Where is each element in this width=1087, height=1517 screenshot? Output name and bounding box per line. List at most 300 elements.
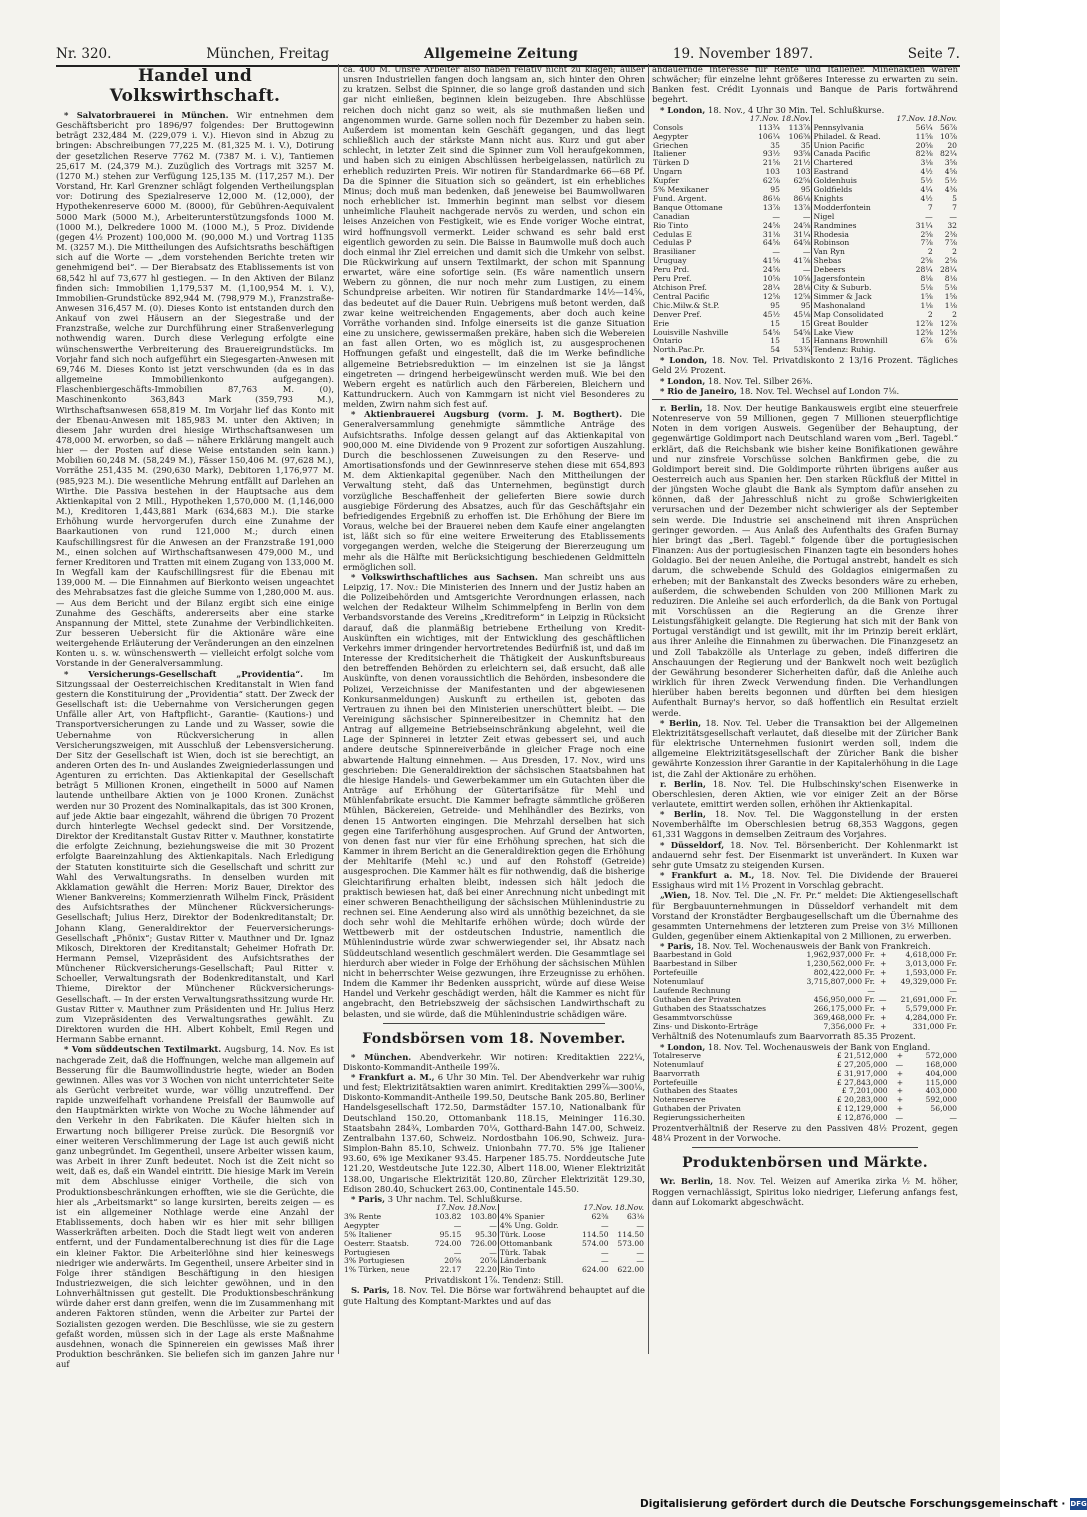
report-body: 18. Nov. Tel. Wochenausweis der Bank von England.: [707, 1041, 931, 1052]
report-body: 18. Nov. Tel. Ueber die Transaktion bei der Allgemeinen Elektrizitätsgesellschaft verlautet, daß dieselbe mit der Züricher Bank für elektrische Unternehmen fusionirt werden soll, indem die allgemeine Elektrizitätsgesellschaft der Züricher Bank die bisher gewährte Konzession ihrer Garantie in der Kapitalerhöhung in die Lage ist, die Zahl der Aktionäre zu erhöhen.: [652, 717, 958, 779]
london-quote-cell: —: [781, 248, 812, 257]
bank-france-cell: +: [880, 1012, 887, 1022]
paris-quote-cell: 4% Spanier: [499, 1211, 545, 1221]
bank-france-cell: Baarbestand in Silber: [653, 959, 738, 969]
bank-france-cell: Notenumlauf: [653, 977, 704, 987]
table-row: [343, 1266, 645, 1275]
london-quote-cell: 12⅞: [939, 318, 957, 328]
london-quote-cell: 41⅝: [762, 256, 780, 266]
bank-england-cell: £ 31,917,000: [836, 1068, 888, 1078]
bank-france-cell: 266,175,000 Fr.: [813, 1003, 875, 1013]
london-quote-cell: Türken D: [653, 158, 690, 168]
london-quote-cell: 2⅜: [944, 229, 957, 239]
london-quote-cell: Randmines: [813, 220, 857, 230]
section-title-fondsboersen: Fondsbörsen vom 18. November.: [362, 1030, 626, 1047]
london-quote-cell: —: [949, 211, 957, 221]
bank-france-cell: 3,013,000 Fr.: [905, 959, 957, 969]
paris-quote-cell: Ottomanbank: [499, 1238, 553, 1248]
bank-france-cell: +: [880, 959, 887, 969]
report-heading: * London,: [660, 375, 706, 386]
bank-france-cell: +: [880, 1021, 887, 1031]
report-heading: * Düsseldorf,: [660, 839, 725, 850]
london-quote-cell: 7⅞: [944, 238, 957, 248]
report-heading: * Paris,: [660, 941, 695, 952]
london-quote-cell: Map Consolidated: [813, 309, 884, 319]
article-heading: * Volkswirthschaftliches aus Sachsen.: [351, 571, 538, 582]
report-berlin-aeg: [652, 718, 958, 779]
paris-quote-cell: —: [600, 1220, 609, 1230]
bank-france-cell: +: [880, 1003, 887, 1013]
report-body: 18. Nov. Der heutige Bankausweis ergibt eine steuerfreie Notenreserve von 59 Millionen, gegen 7 Millionen steuerpflichtige Noten in dem vorigen Ausweis. Gegenüber der Behauptung, der gegenwärtige Goldimport nach Deutschland waren vom „Berl. Tagebl.“ erklärt, daß die Reichsbank wie bisher keine Bonifikationen gewähre und nur zinsfreie Vorschüsse solchen Bankfirmen gebe, die zu Goldimport bereit sind. Die Goldimporte rührten übrigens außer aus Oesterreich auch aus Spanien her. Den starken Rückfluß der Mittel in der jüngsten Woche glaubt die Bank als Symptom dafür ansehen zu können, daß der Jahresschluß nicht zu große Schwierigkeiten verursachen und der Dezember nicht schwieriger als der September sein werde. Die Industrie sei anscheinend mit ihren Ansprüchen geringer geworden. — Aus Anlaß des Aufenthalts des Grafen Burnay hier bringt das „Berl. Tagebl.“ folgende über die portugiesischen Finanzen: Aus der portugiesischen Finanzen tagte ein besonders hohes Goldagio. Bei der neuen Anleihe, die Portugal anstrebt, handelt es sich darum, die schwebende Schuld des Goldagios einigermaßen zu erheben; mit der Bankanstalt des Zwecks besonders wäre zu erheben, außerdem, die schwebenden Schulden von 200 Millionen Mark zu reduziren. Die Anleihe sei auch erforderlich, da die Bank von Portugal mit Vorschüssen an die Regierung an die Grenze ihrer Leistungsfähigkeit gelangte. Die Regierung hat sich mit der Bank von Portugal verständigt und ist gewillt, mit ihr im Prinzip bereit erklärt, aus ihrer Anleihe die Einnahmen zu überwachen. Die Finanzgesetz an und Zoll Tabakzölle als Unterlage zu geben, indeß differiren die Anschauungen der Regierung und der Bankwelt noch weit bezüglich der Gewährung besonderer Sicherheiten dafür, daß die Anleihe auch wirklich für ihren Zweck Verwendung finden. Die Verhandlungen hierüber haben bereits begonnen und dürften bei dem hiesigen Aufenthalt Burnay's hervor, so daß hoffentlich ein Resultat erzielt werde.: [652, 402, 958, 718]
paris-quote-cell: —: [636, 1247, 644, 1257]
london-quote-cell: —: [772, 247, 780, 257]
report-body: 18. Nov. Tel. Börsenbericht. Der Kohlenmarkt ist andauernd sehr fest. Der Eisenmarkt ist unverändert. In Kuxen war sehr gute Umsatz zu steigenden Kursen.: [652, 839, 958, 870]
london-quote-cell: Cedulas P: [653, 238, 692, 248]
bank-france-cell: 1,962,937,000 Fr.: [806, 950, 875, 960]
bank-france-cell: Laufende Rechnung: [653, 985, 731, 995]
report-rio: [652, 386, 958, 396]
london-quote-cell: 7: [952, 202, 957, 212]
london-quote-cell: 8⅛: [920, 274, 933, 284]
london-quote-cell: Uruguay: [653, 256, 687, 266]
bank-england-cell: +: [896, 1104, 904, 1114]
bank-england-cell: —: [895, 1059, 904, 1069]
bank-france-cell: +: [880, 950, 887, 960]
london-quote-cell: Goldfields: [813, 185, 853, 195]
issue-number: Nr. 320.: [56, 46, 112, 62]
report-frankfurt-2: [652, 870, 958, 890]
london-quote-cell: Griechen: [653, 140, 689, 150]
article-body: Augsburg, 14. Nov. Es ist nachgerade Zeit, daß die Hoffnungen, welche man allgemein auf Besserung für die Baumwollindustrie hegte, wieder an Boden gewinnen. Alles was vor 3 Wochen von nicht unterrichteter Seite als Gerücht verbreitet wurde, war völlig unzutreffend. Der rapide unzweifelhaft vorhandene Preisfall der Baumwolle auf den Hauptmärkten wirkte von Woche zu Woche lähmender auf den Verkehr in den Fabrikaten. Die Käufer hielten sich in Erwartung noch billigerer Preise zurück. Die Besorgniß vor einer weiteren Verschlimmerung der Lage ist auch gewiß nicht ganz unbegründet. Im Gegentheil, unsere Arbeiter wissen kaum, was Arbeit in ihrer Zunft bedeutet. Noch ist die Zeit nicht so weit, daß es, daß ein Wandel eintritt. Die hiesige Mark im Verein mit dem Abschlusse einiger Vortheile, die sich von Produktionsbeschränkungen erhofften, wie sie die Gerüchte, die hier als „Arbeitsmarkt“ so lange kursirten, bereits zeigen — es ist ein allgemeiner Nothlage werde eine Anzahl der Etablissements, doch haben wir es hier mit sehr billigen Wasserkräften arbeiten. Doch die Stadt liegt weit von anderen entfernt, und der Fundamentalberechnung ist dies für die Lage ein kleiner Faktor. Die Arbeiterlöhne sind hier keineswegs niedriger wie anderwärts. Im Gegentheil, unsere Arbeiter sind in Folge ihrer ständigen Beschäftigung in den hiesigen Industriezweigen, die sich leichter gewöhnen, und in den Lohnverhältnissen gut gestellt. Die Produktionsbeschränkung würde daher erst dann greifen, wenn die im Zusammenhang mit anderen Faktoren stünden, wenn die Arbeiter zur Partei der Sozialisten gezogen werden. Die Beschlüsse, wie sie zu gestern gefaßt worden, müssen sich in der Lage als erste Maßnahme ausdehnen, wonach die Spinnereien ein gewisses Maß ihrer Produktion beschränken. Sie beliefen sich im ganzen Jahre nur auf: [56, 1044, 334, 1370]
divider: [652, 399, 958, 400]
bank-england-cell: Guthaben der Privaten: [653, 1104, 741, 1114]
bank-england-cell: —: [895, 1113, 904, 1123]
article-body: Im Sitzungssaal der Oesterreichischen Kreditanstalt in Wien fand gestern die Konstituirung der „Providentia“ statt. Der Zweck der Gesellschaft ist: die Uebernahme von Versicherungen gegen Unfälle aller Art, von Haftpflicht-, Garantie- (Kautions-) und Transportversicherungen zu Lande und zu Wasser, sowie die Uebernahme von Rückversicherung in allen Versicherungszweigen, mit Ausschluß der Lebensversicherung. Der Sitz der Gesellschaft ist Wien, doch ist sie berechtigt, an anderen Orten des In- und Auslandes Zweigniederlassungen und Agenturen zu errichten. Das Aktienkapital der Gesellschaft beträgt 5 Millionen Kronen, eingetheilt in 5000 auf Namen lautende untheilbare Aktien von je 1000 Kronen. Zunächst werden nur 30 Prozent des Nominalkapitals, das ist 300 Kronen, auf jede Aktie baar eingezahlt, während die übrigen 70 Prozent durch hinterlegte Wechsel gedeckt sind. Der Vorsitzende, Direktor der Kreditanstalt Gustav Ritter v. Mauthner, konstatirte die erfolgte Zeichnung, beziehungsweise die mit 30 Prozent erfolgte Baareinzahlung des Aktienkapitals. Nach Erledigung der Statuten konstituirte sich die Gesellschaft und schritt zur Wahl des Verwaltungsraths. In denselben wurden mit Akklamation gewählt die Herren: Moriz Bauer, Direktor des Wiener Bankvereins; Kommerzienrath Wilhelm Finck, Präsident des Aufsichtsrathes der Münchener Rückversicherungs-Gesellschaft; Julius Herz, Direktor der Bodenkreditanstalt; Dr. Johann Klang, Generaldirektor der Feuerversicherungs-Gesellschaft „Phönix“; Gustav Ritter v. Mauthner und Dr. Ignaz Mikosch, Direktoren der Kreditanstalt; Geheimer Hofrath Dr. Hermann Pemsel, Vizepräsident des Aufsichtsrathes der Münchener Rückversicherungs-Gesellschaft; Paul Ritter v. Schoeller, Verwaltungsrath der Bodenkreditanstalt, und Karl Thieme, Direktor der Münchener Rückversicherungs-Gesellschaft. — In der ersten Verwaltungsrathssitzung wurde Hr. Gustav Ritter v. Mauthner zum Präsidenten und Hr. Julius Herz zum Vizepräsidenten des Verwaltungsrathes gewählt. Zu Direktoren wurden die HH. Albert Kohbelt, Emil Regen und Hermann Sabbe ernannt.: [56, 668, 334, 1045]
london-quote-cell: 54⅝: [762, 327, 780, 337]
paris-quote-cell: 103.80: [462, 1213, 498, 1222]
bank-france-cell: Gesammtvorschüsse: [653, 1012, 733, 1022]
dfg-logo-icon: DFG: [1070, 1500, 1087, 1508]
bank-france-cell: 4,618,000 Fr.: [905, 950, 957, 960]
london-quote-cell: Kupfer: [653, 176, 680, 186]
london-quote-cell: —: [772, 211, 780, 221]
paris-quote-cell: —: [453, 1220, 462, 1230]
divider: [692, 1147, 918, 1148]
bank-england-cell: +: [896, 1095, 904, 1105]
report-berlin-bank: [652, 403, 958, 718]
bank-france-cell: Baarbestand in Gold: [653, 950, 732, 960]
paris-quotes-table: [343, 1204, 645, 1275]
report-berlin-waggon: [652, 809, 958, 839]
london-quote-cell: 1⅝: [920, 291, 933, 301]
article-providentia: [56, 669, 334, 1045]
report-heading: * Berlin,: [660, 717, 702, 728]
london-quote-cell: 7: [927, 202, 933, 212]
bank-france-cell: 7,356,000 Fr.: [823, 1021, 875, 1031]
london-quote-cell: Modderfontein: [813, 202, 871, 212]
london-quote-cell: Union Pacific: [813, 140, 865, 150]
london-quote-cell: 45½: [762, 309, 780, 319]
london-quote-cell: 113⅞: [781, 124, 812, 133]
london-quote-cell: 7⅞: [920, 238, 933, 248]
london-quote-cell: 45⅛: [781, 311, 812, 320]
london-quote-cell: 6⅞: [944, 336, 957, 346]
paris-quote-cell: 20⅝: [444, 1256, 462, 1266]
report-heading: * Rio de Janeiro,: [660, 385, 737, 396]
paris-quote-cell: 22.20: [462, 1266, 498, 1275]
london-quote-cell: 56¼: [915, 122, 933, 132]
paris-quote-cell: 3% Rente: [344, 1211, 382, 1221]
london-quote-cell: 2: [952, 309, 957, 319]
london-quote-cell: Brasilianer: [653, 247, 696, 257]
paris-quote-cell: 95.30: [462, 1231, 498, 1240]
london-quote-cell: Shebas: [813, 256, 842, 266]
london-quote-cell: Van Ryn: [813, 247, 845, 257]
london-quote-cell: 1⅛: [920, 300, 933, 310]
paris-quote-cell: —: [636, 1256, 644, 1266]
report-body: 18. Nov. Tel. Die „N. Fr. Pr.“ meldet: Die Aktiengesellschaft für Bergbauunternehmungen in Düsseldorf verhandelt mit dem Vorstand der Kronstädter Bergbaugesellschaft um die Übernahme des gesammten Unternehmens der letzteren zum Preise von 3½ Millionen Gulden, gegenüber einem Aktienkapital von 2 Millionen, zu erwerben.: [652, 890, 958, 941]
london-quote-cell: 21⅝: [762, 158, 780, 168]
report-heading: * London,: [660, 104, 706, 115]
paris-footer: Privatdiskont 1⅞. Tendenz: Still.: [424, 1275, 564, 1286]
report-berlin-eisen: [652, 779, 958, 809]
london-quote-cell: 95: [770, 185, 780, 195]
london-quote-cell: Lake View: [813, 327, 854, 337]
london-quote-cell: 103: [781, 168, 812, 177]
london-quote-cell: Rio Tinto: [653, 220, 689, 230]
bank-france-cell: 21,691,000 Fr.: [900, 994, 957, 1004]
article-body: Die Generalversammlung genehmigte sämmtliche Anträge des Aufsichtsraths. Infolge dessen gelangt auf das Aktienkapital von 900,000 M. eine Dividende von 9 Prozent zur sofortigen Auszahlung. Durch die beschlossenen Zuweisungen zu den Reserve- und Amortisationsfonds und der Gewinnreserve stehen diese mit 654,893 M. dem Aktienkapital gegenüber. Nach den Mittheilungen der Verwaltung steht, daß das Unternehmen, begünstigt durch vorzügliche Beschaffenheit der gelieferten Biere sowie durch ausgiebige Förderung des Absatzes, auch für das Geschäftsjahr ein befriedigendes Ergebniß zu erhoffen ist. Die Erhöhung der Biere im Voraus, welche bei der Brauerei neben dem Kaufe einer angelangten ist, läßt sich so für eine weitere Erweiterung des Etablissements vorgegangen werden, welche die Steigerung der Biererzeugung um mehr als die Hälfte mit Berücksichtigung beschiedenen Geldmitteln ermöglichen soll.: [343, 409, 645, 572]
london-quote-cell: Great Boulder: [813, 318, 869, 328]
london-quote-cell: Robinson: [813, 238, 850, 248]
bank-england-cell: Baarvorrath: [653, 1068, 700, 1078]
bank-england-table: [652, 1052, 958, 1123]
bank-france-cell: —: [949, 985, 957, 995]
page-number: Seite 7.: [907, 46, 960, 62]
paris-quote-cell: 574.00: [581, 1238, 609, 1248]
london-quote-cell: 54⅝: [781, 329, 812, 338]
bank-england-cell: £ 7,201,000: [841, 1086, 888, 1096]
report-heading: Wr. Berlin,: [660, 1176, 714, 1187]
london-quote-cell: 4¼: [920, 185, 933, 195]
report-body: 18. Nov., 4 Uhr 30 Min. Tel. Schlußkurse.: [707, 104, 885, 115]
london-quote-cell: Ontario: [653, 336, 683, 346]
paris-quote-cell: —: [462, 1249, 498, 1258]
london-quote-cell: 1⅛: [944, 300, 957, 310]
london-quote-cell: Jagersfontein: [813, 274, 866, 284]
article-aktienbrauerei: [343, 409, 645, 572]
paris-quote-cell: Aegypter: [344, 1220, 380, 1230]
bank-england-cell: £ 27,205,000: [836, 1059, 888, 1069]
london-quote-cell: Simmer & Jack: [813, 291, 872, 301]
report-body: 18. Nov. Tel. Privatdiskonto 2 13/16 Prozent. Tägliches Geld 2½ Prozent.: [652, 355, 958, 376]
london-quote-cell: 28¼: [915, 265, 933, 275]
section-title: Handel und Volkswirthschaft.: [109, 66, 281, 106]
report-body: Abendverkehr. Wir notiren: Kreditaktien 222¼, Diskonto-Kommandit-Antheile 199⅞.: [343, 1051, 645, 1072]
paris-quote-cell: 63⅛: [626, 1211, 644, 1221]
report-body: 18. Nov. Tel. Die Dividende der Brauerei Essighaus wird mit 1½ Prozent in Vorschlag gebracht.: [652, 870, 958, 891]
london-quote-cell: 64⅝: [781, 239, 812, 248]
credit-text: Digitalisierung gefördert durch die Deutsche Forschungsgemeinschaft ·: [640, 1498, 1066, 1510]
bank-france-cell: Zins- und Diskonto-Erträge: [653, 1021, 758, 1031]
article-body: Man schreibt uns aus Leipzig, 17. Nov.: Die Ministerien des Innern und der Justiz haben an die Polizeibehörden und Amtsgerichte Verordnungen erlassen, nach welchen der Redakteur Wilhelm Schimmelpfeng in Berlin von dem Verbandsvorstande des Vereins „Kreditreform“ in Leipzig in Rücksicht darauf, daß die planmäßig betriebene Ertheilung von Kredit-Auskünften ein wichtiges, mit der Entwicklung des geschäftlichen Verkehrs immer dringender hervortretendes Bedürfniß ist, und daß im Interesse der Kreditsicherheit die Thätigkeit der Auskunftsbureaus den betreffenden Behörden zu erleichtern sei, daß ersucht, daß alle Auskünfte, von denen voraussichtlich die Behörden, insbesondere die Polizei, Verzeichnisse der Manifestanten und der abgewiesenen Konkursanmeldungen) Auskunft zu ertheilen ist, geboten das Vertrauen zu ihnen bei den Ministerien unerschüttert bleibt. — Die Vereinigung sächsischer Spinnereibesitzer in Chemnitz hat den Antrag auf allgemeine Betriebseinschränkung abgelehnt, weil die Lage der Spinnerei in letzter Zeit etwas gebessert sei, und auch andere deutsche Spinnereiverbände in gleicher Frage noch eine abwartende Haltung einnehmen. — Aus Dresden, 17. Nov., wird uns geschrieben: Die Generaldirektion der sächsischen Staatsbahnen hat die hiesige Handels- und Gewerbekammer um ein Gutachten über die Anträge auf Erhöhung der Gütertarifsätze für Mehl und Mühlenfabrikate ersucht. Die Kammer befragte sämmtliche größeren Mühlen, Bäckereien, Getreide- und Mehlhändler des Bezirks, von denen 15 Antworten eingingen. Die Mehrzahl derselben hat sich gegen eine Tariferhöhung ausgesprochen. Auf Grund der Antworten, von denen fast nur vier für eine Erhöhung sprechen, hat sich die Kammer in ihrem Bericht an die Generaldirektion gegen die Erhöhung der Mehltarife (Mehl ꝛc.) und auf den Rohstoff (Getreide) ausgesprochen. Die Kammer hält es für nothwendig, daß die bisherige Gleichtarifirung erhalten bleibt, indessen sich hält jedoch die praktisch bewiesen hat, daß bei einer Anrechnung nicht unbedingt mit einer schweren Benachtheiligung der sächsischen Mühlenindustrie zu rechnen sei. Eine Aenderung also wird als unnöthig bezeichnet, da sie doch sehr wohl die Mehltarife erhöhen würde; doch würde der Wettbewerb mit der ostdeutschen Industrie, namentlich die Mühlenindustrie würde zwar schwerwiegender sei, ihr Absatz nach Süddeutschland wesentlich geschmälert werden. Die Gesammtlage sei hierdurch aber wieder in Folge der Erhöhung der sächsischen Mühlen nicht in beherrschter Weise gezwungen, ihre Erzeugnisse zu erhöhen. Indem die Kammer ihr Bedenken ausspricht, würde auf diese Weise Handel und Verkehr geschädigt werden, hält die Kammer es nicht für angebracht, den Betriebszweig der sächsischen Landwirthschaft zu belasten, und sie würde, daß die Mühlenindustrie schädigen wäre.: [343, 571, 646, 1019]
bank-france-cell: Guthaben des Staatsschatzes: [653, 1003, 767, 1013]
report-heading: * Frankfurt a. M.,: [660, 870, 755, 881]
column-rule: [648, 64, 649, 1354]
bank-england-cell: 592,000: [925, 1095, 957, 1105]
london-quote-cell: 21½: [781, 159, 812, 168]
bank-england-cell: £ 12,876,000: [836, 1113, 888, 1123]
bank-england-cell: £ 27,843,000: [836, 1077, 888, 1087]
london-quote-cell: Aegypter: [653, 131, 689, 141]
bank-france-cell: +: [880, 968, 887, 978]
digitization-credit: [640, 1496, 1087, 1512]
london-quote-cell: 86⅛: [762, 193, 780, 203]
article-heading: * Salvatorbrauerei in München.: [64, 110, 229, 120]
london-quote-cell: —: [925, 211, 933, 221]
london-quote-cell: 35: [770, 140, 780, 150]
article-body: Wir entnehmen dem Geschäftsbericht pro 1896/97 folgendes: Der Bruttogewinn beträgt 232,484 M. (229,079 i. V.). Hievon sind in Abzug zu bringen: Abschreibungen 77,225 M. (81,325 M. i. V.), Dotirung der gesetzlichen Reserve 7762 M. (7387 M. i. V.), Tantiemen 25,617 M. (24,379 M.). Zuzüglich des Vortrags mit 3257 M. (1270 M.) stehen zur Verfügung 125,135 M. (117,257 M.). Der Vorstand, Hr. Karl Grenzner schlägt folgenden Vertheilungsplan vor: Dotirung des Spezialreserve 12,000 M. (12,000), der Hypothekenreserve 6000 M. (8000), für Gebühren-Aequivalent 5000 Mark (5000 M.), Arbeiterunterstützungsfonds 1000 M. (1000 M.), Delkredere 1000 M. (1000 M.), 5 Proz. Dividende (gegen 4½ Prozent) 100,000 M. (90,000 M.) und Vortrag 1135 M. (3257 M.). Die Mittheilungen des Aufsichtsraths beschäftigen sich auf die Worte — „dem vorstehenden Berichte treten wir genehmigend bei“. — Der Bierabsatz des Etablissements ist von 68,542 hl auf 73,677 hl gestiegen. — In den Aktiven der Bilanz finden sich: Immobilien 1,179,537 M. (1,100,954 M. i. V.), Immobilien-Grundstücke 892,944 M. (798,979 M.), Franzstraße-Anwesen 316,457 M. (0). Dieses Konto ist entstanden durch den Ankauf von zwei Häusern an der Siegestraße und der Franzstraße, welche zur Durchführung einer Straßenverlegung nothwendig waren. Durch diese Verlegung erfolgte eine wünschenswerthe Verbreiterung des Brauereigrundstücks. Im Vorjahr fand sich noch aufgeführt ein Siegesgarten-Anwesen mit 69,746 M. Dieses Konto ist jetzt verschwunden (da es in das allgemeine Immobilienkonto aufgegangen). Flaschenbiergeschäfts-Immobilien 87,763 M. (0), Maschinenkonto 363,843 Mark (359,793 M.), Wirthschaftsanwesen 658,819 M. Im Vorjahr lief das Konto mit der Ebenau-Anwesen mit 185,983 M. unter den Aktiven; in diesem Jahr wurden drei hiesige Wirthschaftsanwesen um 478,000 M. erworben, so daß — nähere Erklärung mangelt auch hier — der Posten auf diese Weise entstanden sein kann.) Mobilien 60,248 M. (58,249 M.), Fässer 150,406 M. (97,628 M.), Vorräthe 251,435 M. (290,630 Mark), Debitoren 1,176,977 M. (985,923 M.). Die wesentliche Mehrung entfällt auf Darlehen an Wirthe. Die Passiva bestehen in der Hauptsache aus dem Aktienkapital von 2 Mill., Hypotheken 1,570,000 M. (1,146,000 M.), Kreditoren 1,443,881 Mark (634,683 M.). Die starke Erhöhung wurde hervorgerufen durch eine Zunahme der Baarkautionen von rund 121,000 M.; durch einen Kaufschillingsrest für die Anwesen an der Franzstraße 191,000 M., einen solchen auf Wirthschaftsanwesen 479,000 M., und ferner Kreditoren und Tratten mit einem Zugang von 133,000 M. In Wegfall kam der Kaufschillingsrest für die Ebenau mit 139,000 M. — Die Einnahmen auf Bierkonto weisen ungeachtet des Mehrabsatzes fast die gleiche Summe von 1,280,000 M. aus. — Aus dem Bericht und der Bilanz ergibt sich eine einige Zunahme des Geschäfts, andererseits aber eine starke Anspannung der Mittel, stete Zunahme der Verbindlichkeiten. Zur besseren Uebersicht für die Aktionäre wäre eine weitergehende Erläuterung der Veränderungen an den einzelnen Konten u. s. w. wünschenswerth — vielleicht erfolgt solche vom Vorstande in der Generalversammlung.: [56, 110, 334, 669]
london-quote-cell: 1⅝: [944, 291, 957, 301]
bank-france-cell: 1,230,562,000 Fr.: [806, 959, 875, 969]
london-quote-cell: 95: [770, 300, 780, 310]
article-sachsen: [343, 572, 645, 1019]
bank-england-cell: Notenreserve: [653, 1095, 706, 1105]
column-dates: 17.Nov. 18.Nov.: [343, 1204, 498, 1213]
article-heading: * Versicherungs-Gesellschaft „Providentia“.: [64, 668, 304, 679]
paris-quote-cell: 624.00: [581, 1265, 609, 1275]
london-quote-cell: 35: [781, 142, 812, 151]
bank-england-cell: Guthaben des Staates: [653, 1086, 738, 1096]
london-quote-cell: [909, 346, 933, 355]
bank-france-cell: 802,422,000 Fr.: [813, 968, 875, 978]
bank-england-cell: £ 20,283,000: [836, 1095, 888, 1105]
report-frankfurt: [343, 1072, 645, 1194]
paris-quote-cell: Oesterr. Staatsb.: [344, 1238, 409, 1248]
bank-england-cell: £ 21,512,000: [836, 1050, 888, 1060]
london-quote-cell: 31¼: [915, 220, 933, 230]
bank-england-cell: +: [896, 1077, 904, 1087]
london-quote-cell: 82⅜: [915, 149, 933, 159]
london-quote-cell: 93½: [762, 149, 780, 159]
london-quote-cell: Philadel. & Read.: [813, 131, 881, 141]
report-body: 6 Uhr 30 Min. Tel. Der Abendverkehr war ruhig und fest; Elektrizitätsaktien waren animirt. Kreditaktien 299⅞—300⅛, Diskonto-Kommandit-Antheile 199.50, Deutsche Bank 205.80, Berliner Handelsgesellschaft 172.50, Darmstädter 157.10, Nationalbank für Deutschland 150.20, Ottomanbank 118.15, Meininger 116.30. Staatsbahn 284¾, Lombarden 70¼, Gotthard-Bahn 147.00, Schweiz. Zentralbahn 137.60, Schweiz. Nordostbahn 106.90, Schweiz. Jura-Simplon-Bahn 85.10, Schweiz. Unionbahn 77.70. 5% jge Italiener 93.60, 6% ige Mexikaner 93.45. Harpener 185.75. Norddeutsche Jute 121.20, Westdeutsche Jute 122.30, Albert 118.00, Wiener Elektrizität 138.00, Ungarische Elektrizität 120.80, Zürcher Elektrizität 129.30, Edison 280.40, Schuckert 263.00, Continentale 145.50.: [343, 1072, 645, 1194]
bank-england-cell: +: [896, 1068, 904, 1078]
bank-france-cell: 4,284,000 Fr.: [905, 1012, 957, 1022]
london-quote-cell: 12⅝: [781, 293, 812, 302]
paris-quote-cell: Portugiesen: [344, 1247, 391, 1257]
london-quote-cell: [934, 346, 958, 355]
london-quote-cell: 10⅞: [939, 131, 957, 141]
report-london-3: [652, 376, 958, 386]
bank-england-cell: +: [896, 1086, 904, 1096]
paris-quote-cell: 95.15: [439, 1229, 462, 1239]
london-quote-cell: 86⅛: [781, 195, 812, 204]
london-quote-cell: Eastrand: [813, 167, 849, 177]
bank-france-cell: Guthaben der Privaten: [653, 994, 741, 1004]
london-quote-cell: 24⅝: [762, 220, 780, 230]
london-quote-cell: Peru Prd.: [653, 265, 690, 275]
london-quote-cell: —: [781, 266, 812, 275]
london-quote-cell: 95: [781, 302, 812, 311]
column-dates: 17.Nov. 18.Nov.: [652, 115, 812, 124]
london-quote-cell: Tendenz: Ruhig.: [813, 345, 876, 355]
london-quote-cell: 5: [952, 193, 957, 203]
paris-quote-cell: 1% Türken, neue: [344, 1265, 410, 1275]
london-quotes-table: [652, 115, 958, 355]
newspaper-title: Allgemeine Zeitung: [423, 46, 579, 62]
bank-england-cell: 168,000: [925, 1059, 957, 1069]
london-quote-cell: 12⅝: [915, 327, 933, 337]
london-quote-cell: 106⅜: [781, 133, 812, 142]
article-continuation: andauernde Interesse für Rente und Italiener. Minenaktien waren schwächer; für einzelne lehnt größeres Interesse zu erwarten zu sein. Banken fest. Crédit Lyonnais und Banque de Paris fortwährend begehrt.: [652, 64, 958, 105]
report-heading: „Wien,: [660, 890, 691, 901]
divider: [383, 1023, 605, 1024]
london-quote-cell: Central Pacific: [653, 291, 710, 301]
london-quote-cell: 113¾: [758, 122, 780, 132]
bank-france-cell: 1,593,000 Fr.: [905, 968, 957, 978]
london-quote-cell: City & Suburb.: [813, 283, 872, 292]
bank-england-cell: 115,000: [925, 1077, 957, 1087]
london-quote-cell: 13⅞: [781, 204, 812, 213]
paris-quote-cell: 724.00: [434, 1238, 462, 1248]
paris-quote-cell: —: [600, 1256, 609, 1266]
london-quote-cell: 20⅝: [915, 140, 933, 150]
section-title-produkten: Produktenbörsen und Märkte.: [682, 1155, 928, 1172]
london-quote-cell: 13⅞: [762, 202, 780, 212]
london-quote-cell: Canadian: [653, 211, 690, 221]
london-quote-cell: 62⅝: [781, 177, 812, 186]
london-quote-cell: Rhodesia: [813, 229, 849, 239]
london-quote-cell: 4½: [920, 167, 933, 177]
london-quote-cell: 28⅛: [781, 284, 812, 293]
report-body: 18. Nov. Tel. Die Hulbschinsky'schen Eisenwerke in Oberschlesien, deren Aktien, wie vor einiger Zeit an der Börse verlautete, emittirt werden sollen, erhöhen ihr Aktienkapital.: [652, 778, 958, 809]
bank-england-cell: 403,000: [925, 1086, 957, 1096]
london-quote-cell: Goldenhuis: [813, 176, 857, 186]
london-quote-cell: 11⅝: [915, 131, 933, 141]
london-quote-cell: 5% Mexikaner: [653, 185, 709, 195]
london-quote-cell: 41⅞: [781, 257, 812, 266]
london-quote-cell: 82¼: [939, 149, 957, 159]
london-quote-cell: 2: [927, 247, 933, 257]
report-body: 18. Nov. Tel. Die Waggonstellung in der ersten Novemberhälfte im Oberschlesien betrug 68,353 Waggons, gegen 61,331 Waggons in demselben Zeitraum des Vorjahres.: [652, 809, 958, 840]
bank-england-cell: £ 12,129,000: [836, 1104, 888, 1114]
bank-france-note: Verhältniß des Notenumlaufs zum Baarvorrath 85.35 Prozent.: [652, 1031, 916, 1042]
paris-quote-cell: Rio Tinto: [499, 1265, 535, 1275]
london-quote-cell: Pennsylvania: [813, 122, 864, 132]
bank-england-cell: 572,000: [925, 1050, 957, 1060]
bank-france-cell: +: [880, 977, 887, 987]
report-body: 3 Uhr nachm. Tel. Schlußkurse.: [387, 1193, 523, 1204]
bank-france-cell: 369,468,000 Fr.: [813, 1012, 875, 1022]
bank-england-cell: +: [896, 1050, 904, 1060]
london-quote-cell: 4⅝: [944, 167, 957, 177]
london-quote-cell: 2⅝: [920, 229, 933, 239]
paris-quote-cell: 114.50: [581, 1229, 609, 1239]
article-textilmarkt: [56, 1044, 334, 1369]
report-heading: * Berlin,: [660, 809, 706, 820]
paris-quote-cell: —: [462, 1222, 498, 1231]
london-quote-cell: Louisville Nashville: [653, 327, 729, 337]
report-heading: r. Berlin,: [660, 402, 703, 413]
report-heading: * London,: [660, 355, 708, 366]
bank-england-cell: 56,000: [930, 1104, 957, 1114]
article-continuation: ca. 400 M. Unsre Arbeiter also haben relativ nicht zu klagen; außer unsren Industriellen fangen doch langsam an, sich hinter den Ohren zu kratzen. Selbst die Spinner, die so lange groß dastanden und sich gar nicht einließen, beginnen klein beizugeben. Ihre Abschlüsse reichen doch nicht ganz so weit, als sie muthmaßen ließen und angenommen wurde. Garne sollen noch für Dezember zu haben sein. Außerdem ist momentan kein Geschäft gegangen, und das liegt schließlich auch der stärkste Mann nicht aus. Kurz und gut aber schlecht, in letzter Zeit sind die Spinner zum Voll heraufgekommen, und haben sich zu einigen Abschlüssen herbeigelassen, natürlich zu erheblich reduzirten Preis. Wir notiren für Standardmarke 66—68 Pf. Da die Spinner die Situation sich so geändert, ist ein erhebliches Minus; doch muß man bedenken, daß jeneweise bei Baumwollwaren noch erheblicher ist. Immerhin beginnt man selbst vor diesem unheimliche Flauheit nachgerade nervös zu werden, und schon ein leises Anzeichen von Festigkeit, wie es Ende voriger Woche eintrat, wird hoffnungsvoll vermerkt. Leider schwand es sehr bald erst eigentlich geworden zu sein. Die Baisse in Baumwolle muß doch auch doch einmal ihr Ziel erreichen und damit sich die Umkehr von selbst. Die Rückwirkung auf unsern Textilmarkt, der schon mit Spannung erwartet, wäre eine sofortige sein. (Es wäre namentlich unsern Webern zu gönnen, die nur noch mehr zum Lustigen, zu einem Schundpreise arbeiten. Wir notiren für Standardmarke 14½—14⅝, das bedeutet auf die Dauer Ruin. Uebrigens muß betont werden, daß zwar keine weitreichenden Engagements, aber doch auch keine Vorräthe vorhanden sind. Infolge einerseits ist die ganze Situation eine zu unsichere, gewissermaßen prekäre, haben sich die Webereien an fast allen Orten, wo es möglich ist, zu ausgesprochenen Hoffnungen gefaßt und eingestellt, daß die im Werke befindliche allgemeine Betriebsreduktion — im einzelnen ist sie ja längst eingetreten — dringend herbeigewünscht werden muß. Wie bei den Webern ergeht es natürlich auch den Färbereien, Bleichern und Kattundruckern. Auch von Kammgarn ist nicht viel Besonderes zu melden, Zwirn nahm sich fest auf.: [343, 64, 645, 410]
column-3: [652, 64, 958, 1354]
london-quote-cell: 12⅞: [915, 318, 933, 328]
paris-quote-cell: —: [453, 1247, 462, 1257]
london-quote-cell: 4⅜: [944, 185, 957, 195]
report-heading: r. Berlin,: [660, 778, 706, 789]
london-quote-cell: 24⅝: [762, 265, 780, 275]
bank-england-cell: Portefeuille: [653, 1077, 698, 1087]
paris-quote-cell: Länderbank: [499, 1256, 547, 1266]
report-body: 18. Nov. Tel. Wochenausweis der Bank von Frankreich.: [696, 941, 931, 952]
paris-quote-cell: 5% Italiener: [344, 1229, 392, 1239]
bank-england-cell: Regierungssicherheiten: [653, 1113, 746, 1123]
london-quote-cell: 31⅛: [762, 229, 780, 239]
london-quote-cell: 93⅝: [781, 150, 812, 159]
bank-england-cell: Notenumlauf: [653, 1059, 704, 1069]
london-quote-cell: 5⅛: [920, 283, 933, 292]
paris-quote-cell: 62⅜: [591, 1211, 609, 1221]
london-quote-cell: 3⅝: [944, 158, 957, 168]
london-quote-cell: Hannans Brownhill: [813, 336, 888, 346]
paris-quote-cell: 22.17: [439, 1265, 462, 1275]
column-2: [343, 64, 645, 1354]
table-row: [652, 346, 958, 355]
bank-england-cell: —: [949, 1113, 957, 1123]
london-quote-cell: 56⅞: [939, 122, 957, 132]
london-quote-cell: Italiener: [653, 149, 686, 159]
london-quote-cell: Debeers: [813, 265, 846, 275]
london-quote-cell: 15: [781, 320, 812, 329]
london-quote-cell: Peru Pref.: [653, 274, 692, 284]
london-quote-cell: 2: [927, 309, 933, 319]
paris-quote-cell: 114.50: [617, 1229, 644, 1239]
report-duesseldorf: [652, 840, 958, 870]
column-1: [56, 64, 334, 1370]
bank-england-cell: Totalreserve: [653, 1050, 701, 1060]
london-quote-cell: 53¾: [781, 346, 812, 355]
bank-france-cell: —: [867, 985, 875, 995]
london-quote-cell: 6⅞: [920, 336, 933, 346]
london-quote-cell: 54: [770, 345, 780, 355]
london-quote-cell: 106¼: [758, 131, 780, 141]
london-quote-cell: 12⅝: [762, 291, 780, 301]
london-quote-cell: 10⅝: [781, 275, 812, 284]
london-quote-cell: 15: [770, 336, 780, 346]
london-quote-cell: 8⅛: [944, 274, 957, 284]
paris-quote-cell: —: [636, 1220, 644, 1230]
london-quote-cell: 24⅝: [781, 222, 812, 231]
london-quote-cell: 5½: [920, 176, 933, 186]
london-quote-cell: Denver Pref.: [653, 309, 702, 319]
paris-quote-cell: 4% Ung. Goldr.: [499, 1220, 559, 1230]
london-quote-cell: 20: [947, 140, 957, 150]
london-quote-cell: Mashonaland: [813, 300, 866, 310]
report-london-2: [652, 355, 958, 375]
report-heading: * Paris,: [351, 1193, 386, 1204]
london-quote-cell: 2⅝: [920, 256, 933, 266]
article-salvator: [56, 110, 334, 669]
london-quote-cell: 2⅝: [944, 256, 957, 266]
london-quote-cell: 28¼: [762, 283, 780, 292]
report-berlin-produkte: [652, 1176, 958, 1206]
london-quote-cell: Chartered: [813, 158, 853, 168]
place-date: München, Freitag: [206, 46, 330, 62]
table-row: [652, 1023, 958, 1032]
